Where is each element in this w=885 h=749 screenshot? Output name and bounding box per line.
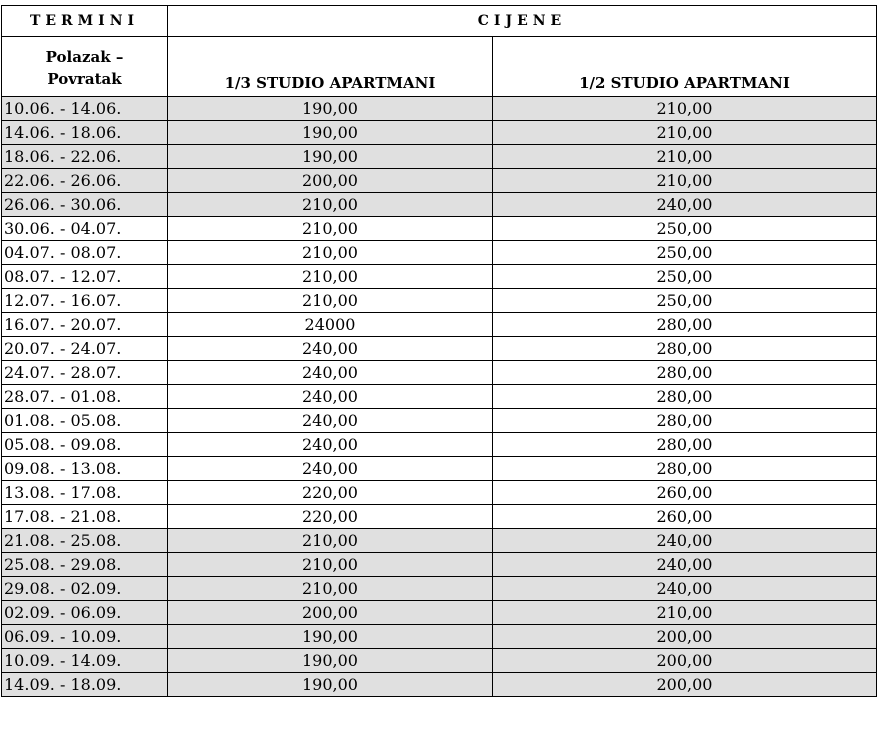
table-row xyxy=(2,529,877,553)
table-row xyxy=(2,313,877,337)
table-row xyxy=(2,361,877,385)
table-row xyxy=(2,553,877,577)
date-cell: 05.08. - 09.08. xyxy=(2,433,168,457)
date-cell: 06.09. - 10.09. xyxy=(2,625,168,649)
table-row xyxy=(2,433,877,457)
table-row xyxy=(2,193,877,217)
price-1-2-cell: 250,00 xyxy=(493,289,877,313)
table-row xyxy=(2,169,877,193)
price-1-2-cell: 280,00 xyxy=(493,313,877,337)
date-cell: 26.06. - 30.06. xyxy=(2,193,168,217)
price-1-2-cell: 280,00 xyxy=(493,337,877,361)
table-row xyxy=(2,601,877,625)
table-row xyxy=(2,649,877,673)
price-1-3-cell: 190,00 xyxy=(168,97,493,121)
price-1-2-cell: 240,00 xyxy=(493,529,877,553)
date-cell: 30.06. - 04.07. xyxy=(2,217,168,241)
price-1-2-cell: 250,00 xyxy=(493,265,877,289)
date-cell: 13.08. - 17.08. xyxy=(2,481,168,505)
price-1-3-cell: 210,00 xyxy=(168,289,493,313)
table-row xyxy=(2,289,877,313)
price-1-2-cell: 210,00 xyxy=(493,169,877,193)
date-cell: 25.08. - 29.08. xyxy=(2,553,168,577)
price-1-2-cell: 240,00 xyxy=(493,193,877,217)
polazak-label: Polazak – xyxy=(45,47,124,66)
table-row xyxy=(2,145,877,169)
price-1-2-cell: 240,00 xyxy=(493,553,877,577)
price-1-3-cell: 200,00 xyxy=(168,601,493,625)
price-1-3-cell: 220,00 xyxy=(168,481,493,505)
price-1-2-cell: 280,00 xyxy=(493,433,877,457)
price-1-2-cell: 250,00 xyxy=(493,241,877,265)
price-1-3-cell: 210,00 xyxy=(168,241,493,265)
price-1-3-cell: 210,00 xyxy=(168,577,493,601)
date-cell: 29.08. - 02.09. xyxy=(2,577,168,601)
price-1-3-cell: 24000 xyxy=(168,313,493,337)
price-1-2-cell: 210,00 xyxy=(493,121,877,145)
price-1-3-cell: 190,00 xyxy=(168,625,493,649)
date-cell: 24.07. - 28.07. xyxy=(2,361,168,385)
price-1-3-cell: 240,00 xyxy=(168,409,493,433)
price-1-2-cell: 260,00 xyxy=(493,481,877,505)
price-table xyxy=(1,5,877,697)
price-1-2-cell: 210,00 xyxy=(493,97,877,121)
date-cell: 09.08. - 13.08. xyxy=(2,457,168,481)
date-cell: 08.07. - 12.07. xyxy=(2,265,168,289)
table-row xyxy=(2,337,877,361)
price-1-2-cell: 210,00 xyxy=(493,601,877,625)
date-cell: 21.08. - 25.08. xyxy=(2,529,168,553)
table-row xyxy=(2,265,877,289)
departure-return-header xyxy=(2,37,168,97)
price-1-3-cell: 240,00 xyxy=(168,385,493,409)
price-1-3-cell: 210,00 xyxy=(168,217,493,241)
date-cell: 20.07. - 24.07. xyxy=(2,337,168,361)
header-row-2 xyxy=(2,37,877,97)
price-1-3-cell: 210,00 xyxy=(168,553,493,577)
price-1-2-cell: 260,00 xyxy=(493,505,877,529)
termini-header: TERMINI xyxy=(2,6,168,37)
studio-1-3-header: 1/3 STUDIO APARTMANI xyxy=(168,37,493,97)
date-cell: 10.06. - 14.06. xyxy=(2,97,168,121)
price-1-3-cell: 190,00 xyxy=(168,145,493,169)
price-1-2-cell: 240,00 xyxy=(493,577,877,601)
price-1-3-cell: 240,00 xyxy=(168,433,493,457)
price-1-3-cell: 190,00 xyxy=(168,121,493,145)
price-1-2-cell: 210,00 xyxy=(493,145,877,169)
price-1-3-cell: 210,00 xyxy=(168,265,493,289)
table-row xyxy=(2,673,877,697)
date-cell: 14.09. - 18.09. xyxy=(2,673,168,697)
header-row-1 xyxy=(2,6,877,37)
price-rows xyxy=(2,97,877,697)
price-1-2-cell: 200,00 xyxy=(493,625,877,649)
date-cell: 22.06. - 26.06. xyxy=(2,169,168,193)
cijene-header: CIJENE xyxy=(168,6,877,37)
date-cell: 02.09. - 06.09. xyxy=(2,601,168,625)
price-1-3-cell: 240,00 xyxy=(168,361,493,385)
table-row xyxy=(2,577,877,601)
date-cell: 14.06. - 18.06. xyxy=(2,121,168,145)
table-row xyxy=(2,409,877,433)
date-cell: 16.07. - 20.07. xyxy=(2,313,168,337)
povratak-label: Povratak xyxy=(47,69,122,88)
price-1-3-cell: 190,00 xyxy=(168,649,493,673)
table-row xyxy=(2,625,877,649)
price-1-3-cell: 200,00 xyxy=(168,169,493,193)
table-row xyxy=(2,457,877,481)
price-1-2-cell: 250,00 xyxy=(493,217,877,241)
studio-1-2-header: 1/2 STUDIO APARTMANI xyxy=(493,37,877,97)
price-1-3-cell: 190,00 xyxy=(168,673,493,697)
table-row xyxy=(2,97,877,121)
date-cell: 04.07. - 08.07. xyxy=(2,241,168,265)
table-row xyxy=(2,505,877,529)
table-row xyxy=(2,241,877,265)
price-1-2-cell: 200,00 xyxy=(493,673,877,697)
price-1-3-cell: 240,00 xyxy=(168,337,493,361)
table-row xyxy=(2,481,877,505)
table-row xyxy=(2,217,877,241)
date-cell: 12.07. - 16.07. xyxy=(2,289,168,313)
price-1-2-cell: 200,00 xyxy=(493,649,877,673)
price-1-2-cell: 280,00 xyxy=(493,361,877,385)
date-cell: 01.08. - 05.08. xyxy=(2,409,168,433)
price-1-3-cell: 240,00 xyxy=(168,457,493,481)
price-1-3-cell: 210,00 xyxy=(168,529,493,553)
date-cell: 28.07. - 01.08. xyxy=(2,385,168,409)
table-row xyxy=(2,121,877,145)
price-1-3-cell: 210,00 xyxy=(168,193,493,217)
table-row xyxy=(2,385,877,409)
price-1-2-cell: 280,00 xyxy=(493,385,877,409)
date-cell: 10.09. - 14.09. xyxy=(2,649,168,673)
price-1-2-cell: 280,00 xyxy=(493,457,877,481)
date-cell: 17.08. - 21.08. xyxy=(2,505,168,529)
price-1-3-cell: 220,00 xyxy=(168,505,493,529)
price-1-2-cell: 280,00 xyxy=(493,409,877,433)
date-cell: 18.06. - 22.06. xyxy=(2,145,168,169)
